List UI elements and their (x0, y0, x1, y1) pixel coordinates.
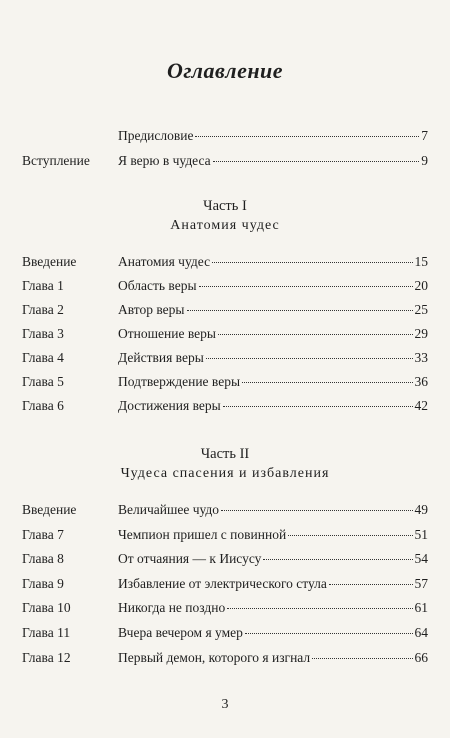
entry-title: Достижения веры (118, 398, 221, 413)
entry-title: Вчера вечером я умер (118, 625, 243, 640)
page-number: 3 (221, 697, 229, 712)
entry-title: Отношение веры (118, 326, 216, 341)
entry-title: От отчаяния — к Иисусу (118, 551, 262, 566)
entry-label: Глава 9 (22, 576, 64, 591)
toc-entry (0, 576, 450, 598)
toc-entry (0, 625, 450, 647)
toc-entry (0, 128, 450, 150)
entry-page: 7 (421, 128, 428, 143)
entry-label: Глава 2 (22, 302, 64, 317)
leader-dots (223, 406, 413, 407)
entry-title: Я верю в чудеса (118, 153, 211, 168)
leader-dots (245, 633, 413, 634)
toc-entry (0, 254, 450, 276)
entry-page: 36 (414, 374, 428, 389)
entry-label: Глава 11 (22, 625, 71, 640)
entry-label: Глава 4 (22, 350, 64, 365)
leader-dots (218, 334, 413, 335)
entry-page: 61 (414, 600, 428, 615)
entry-page: 20 (414, 278, 428, 293)
entry-label: Глава 5 (22, 374, 64, 389)
leader-dots (206, 358, 413, 359)
entry-page: 9 (421, 153, 428, 168)
entry-title: Величайшее чудо (118, 502, 220, 517)
leader-dots (195, 136, 419, 137)
entry-label: Глава 6 (22, 398, 64, 413)
entry-title: Чемпион пришел с повинной (118, 527, 287, 542)
toc-entry (0, 153, 450, 175)
toc-entry (0, 600, 450, 622)
leader-dots (329, 584, 413, 585)
entry-page: 66 (414, 650, 428, 665)
entry-page: 51 (414, 527, 428, 542)
entry-label: Глава 10 (22, 600, 71, 615)
entry-page: 64 (414, 625, 428, 640)
entry-label: Вступление (22, 153, 90, 168)
leader-dots (263, 559, 412, 560)
entry-label: Глава 3 (22, 326, 64, 341)
entry-title: Избавление от электрического стула (118, 576, 327, 591)
leader-dots (312, 658, 412, 659)
entry-page: 25 (414, 302, 428, 317)
toc-entry (0, 398, 450, 420)
toc-entry (0, 527, 450, 549)
entry-title: Действия веры (118, 350, 204, 365)
leader-dots (213, 161, 420, 162)
entry-page: 54 (414, 551, 428, 566)
entry-title: Первый демон, которого я изгнал (118, 650, 311, 665)
toc-entry (0, 551, 450, 573)
entry-label: Глава 7 (22, 527, 64, 542)
leader-dots (221, 510, 412, 511)
entry-title: Автор веры (118, 302, 185, 317)
entry-title: Предисловие (118, 128, 194, 143)
toc-entry (0, 502, 450, 524)
toc-heading: Оглавление (166, 58, 284, 83)
leader-dots (187, 310, 413, 311)
entry-label: Введение (22, 254, 77, 269)
entry-title: Анатомия чудес (118, 254, 211, 269)
entry-label: Введение (22, 502, 77, 517)
entry-page: 33 (414, 350, 428, 365)
entry-title: Никогда не поздно (118, 600, 226, 615)
part-subtitle: Анатомия чудес (170, 218, 280, 233)
entry-title: Область веры (118, 278, 197, 293)
entry-page: 29 (414, 326, 428, 341)
leader-dots (242, 382, 412, 383)
part-title: Часть I (203, 198, 247, 214)
toc-entry (0, 326, 450, 348)
entry-label: Глава 8 (22, 551, 64, 566)
entry-page: 57 (414, 576, 428, 591)
entry-title: Подтверждение веры (118, 374, 241, 389)
toc-entry (0, 650, 450, 672)
entry-page: 49 (414, 502, 428, 517)
part-subtitle: Чудеса спасения и избавления (120, 466, 330, 481)
toc-entry (0, 374, 450, 396)
entry-label: Глава 1 (22, 278, 64, 293)
entry-page: 15 (414, 254, 428, 269)
leader-dots (199, 286, 413, 287)
leader-dots (212, 262, 412, 263)
part-title: Часть II (200, 446, 250, 462)
toc-entry (0, 350, 450, 372)
entry-page: 42 (414, 398, 428, 413)
toc-entry (0, 302, 450, 324)
toc-entry (0, 278, 450, 300)
leader-dots (288, 535, 412, 536)
leader-dots (227, 608, 412, 609)
entry-label: Глава 12 (22, 650, 71, 665)
